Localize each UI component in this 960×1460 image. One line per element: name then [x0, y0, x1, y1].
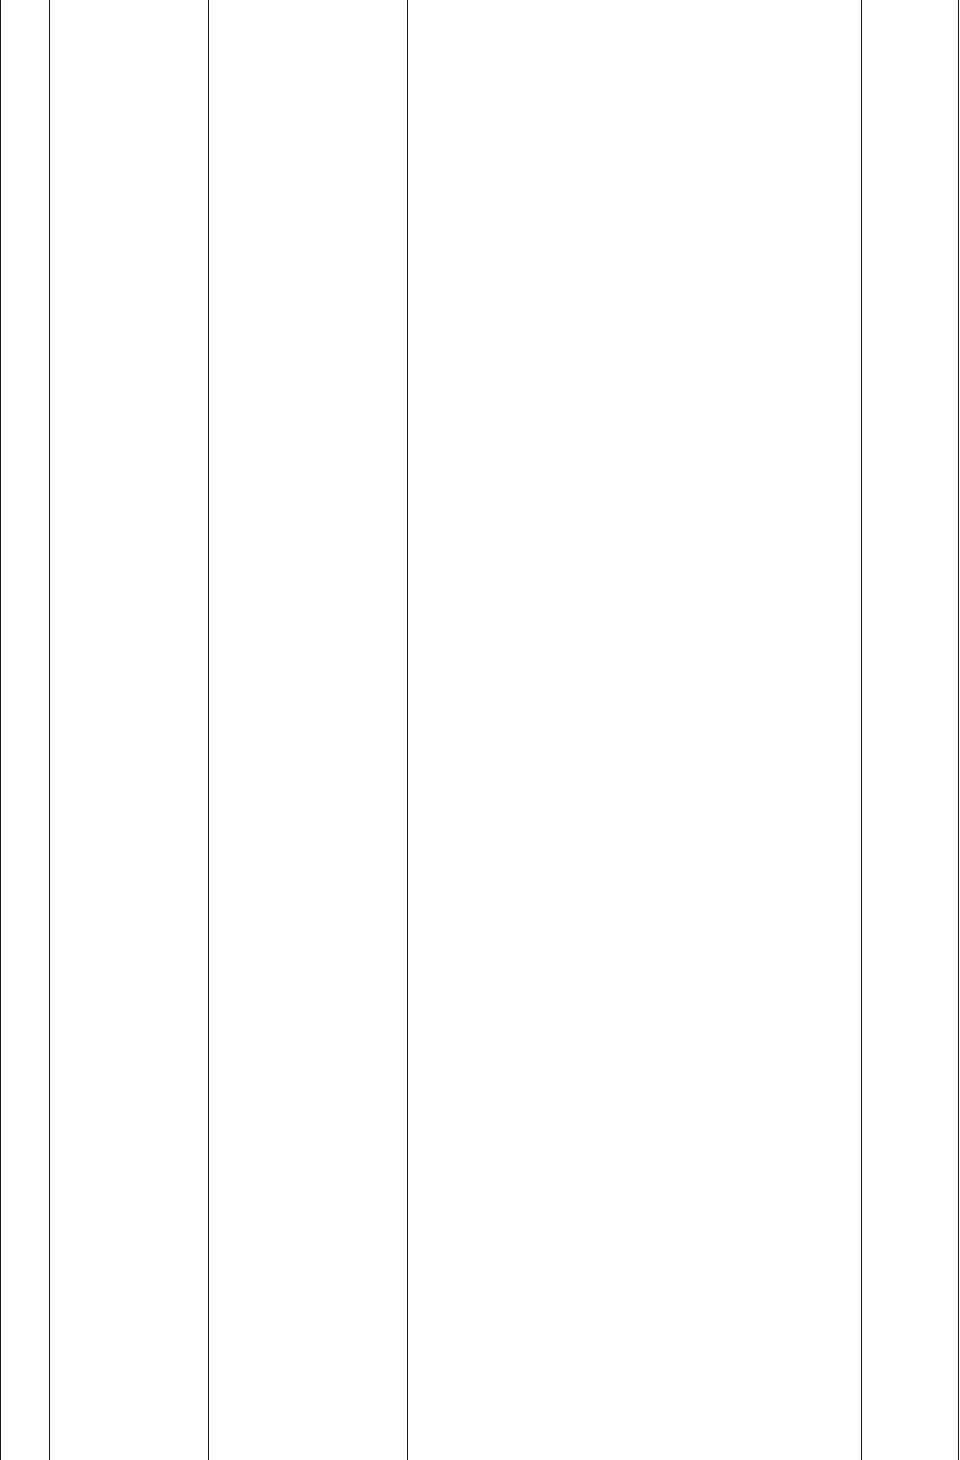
column-divider-blank — [208, 0, 209, 1460]
column-divider-name — [407, 0, 408, 1460]
table-border-left — [0, 0, 1, 1460]
column-divider-quantity — [861, 0, 862, 1460]
table-border-right — [958, 0, 959, 1460]
column-divider-number — [49, 0, 50, 1460]
